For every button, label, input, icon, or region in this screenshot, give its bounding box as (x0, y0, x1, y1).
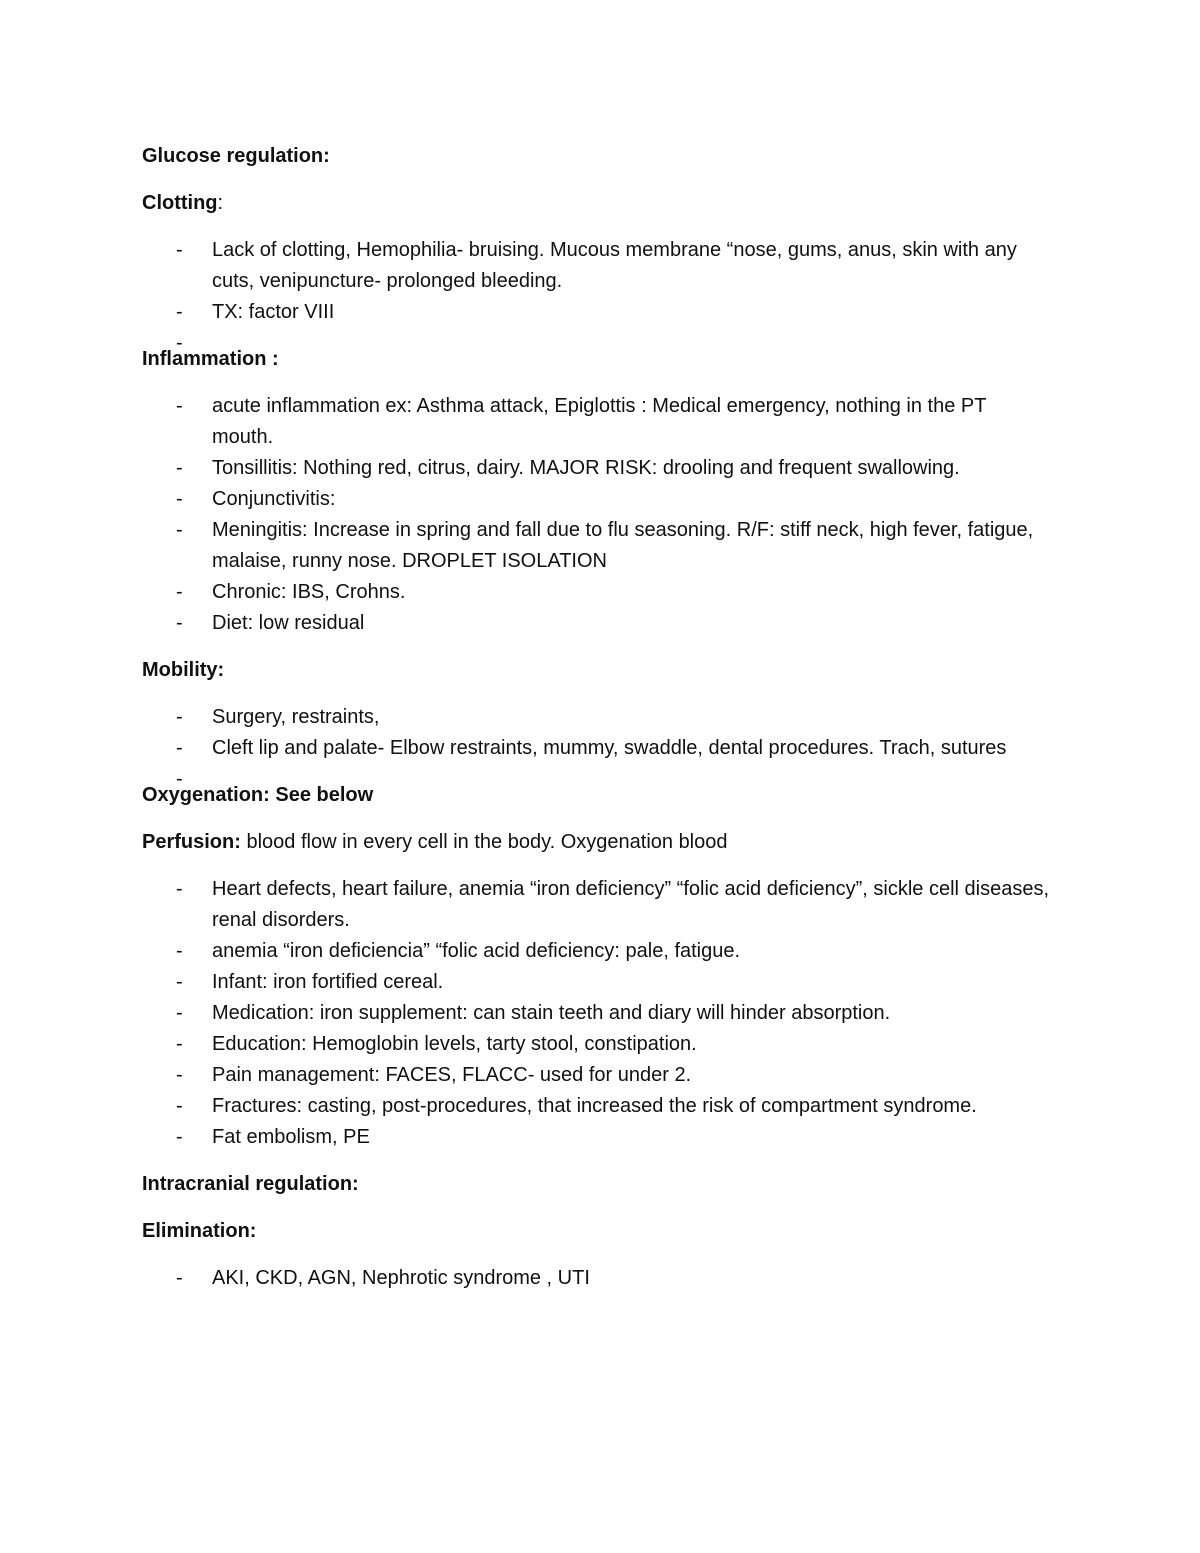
list-item: - Cleft lip and palate- Elbow restraints, mummy, swaddle, dental procedures. Trach, sutures (142, 733, 1050, 764)
list-item: - Heart defects, heart failure, anemia “iron deficiency” “folic acid deficiency”, sickle cell diseases, renal disorders. (142, 874, 1050, 936)
list-item: - AKI, CKD, AGN, Nephrotic syndrome , UTI (142, 1263, 1050, 1294)
list-item: - Fractures: casting, post-procedures, that increased the risk of compartment syndrome. (142, 1091, 1050, 1122)
list-item: - Lack of clotting, Hemophilia- bruising. Mucous membrane “nose, gums, anus, skin with any cuts, venipuncture- prolonged bleeding. (142, 235, 1050, 297)
heading-perfusion-label: Perfusion: (142, 831, 241, 853)
heading-mobility: Mobility: (142, 659, 225, 681)
list-item: - Infant: iron fortified cereal. (142, 967, 1050, 998)
heading-inflammation: Inflammation : (142, 348, 279, 370)
heading-glucose-regulation: Glucose regulation: (142, 145, 330, 167)
list-item: - anemia “iron deficiencia” “folic acid deficiency: pale, fatigue. (142, 936, 1050, 967)
list-item: - Meningitis: Increase in spring and fall due to flu seasoning. R/F: stiff neck, high fever, fatigue, malaise, runny nose. DROPLET ISOLATION (142, 515, 1050, 577)
inflammation-list (142, 391, 1050, 639)
list-item: - Surgery, restraints, (142, 702, 1050, 733)
heading-perfusion-text: blood flow in every cell in the body. Oxygenation blood (240, 831, 728, 853)
perfusion-list (142, 874, 1050, 1153)
clotting-list (142, 235, 1050, 328)
heading-perfusion (142, 827, 1050, 858)
list-item: - Medication: iron supplement: can stain teeth and diary will hinder absorption. (142, 998, 1050, 1029)
list-item: - Education: Hemoglobin levels, tarty stool, constipation. (142, 1029, 1050, 1060)
spacer (142, 172, 1050, 188)
elimination-list (142, 1263, 1050, 1294)
list-item: - Conjunctivitis: (142, 484, 1050, 515)
spacer (142, 811, 1050, 827)
heading-clotting-label: Clotting (142, 192, 218, 214)
heading-oxygenation: Oxygenation: See below (142, 784, 374, 806)
list-item: - Tonsillitis: Nothing red, citrus, dairy. MAJOR RISK: drooling and frequent swallowing. (142, 453, 1050, 484)
list-item: - TX: factor VIII (142, 297, 1050, 328)
heading-intracranial-regulation: Intracranial regulation: (142, 1173, 359, 1195)
list-item: - acute inflammation ex: Asthma attack, Epiglottis : Medical emergency, nothing in the PT mouth. (142, 391, 1050, 453)
list-item: - Chronic: IBS, Crohns. (142, 577, 1050, 608)
heading-elimination: Elimination: (142, 1220, 257, 1242)
mobility-list (142, 702, 1050, 764)
list-item: - Pain management: FACES, FLACC- used for under 2. (142, 1060, 1050, 1091)
list-item: - Diet: low residual (142, 608, 1050, 639)
list-item: - Fat embolism, PE (142, 1122, 1050, 1153)
spacer (142, 1200, 1050, 1216)
heading-clotting (142, 188, 1050, 219)
heading-clotting-colon: : (217, 192, 224, 214)
